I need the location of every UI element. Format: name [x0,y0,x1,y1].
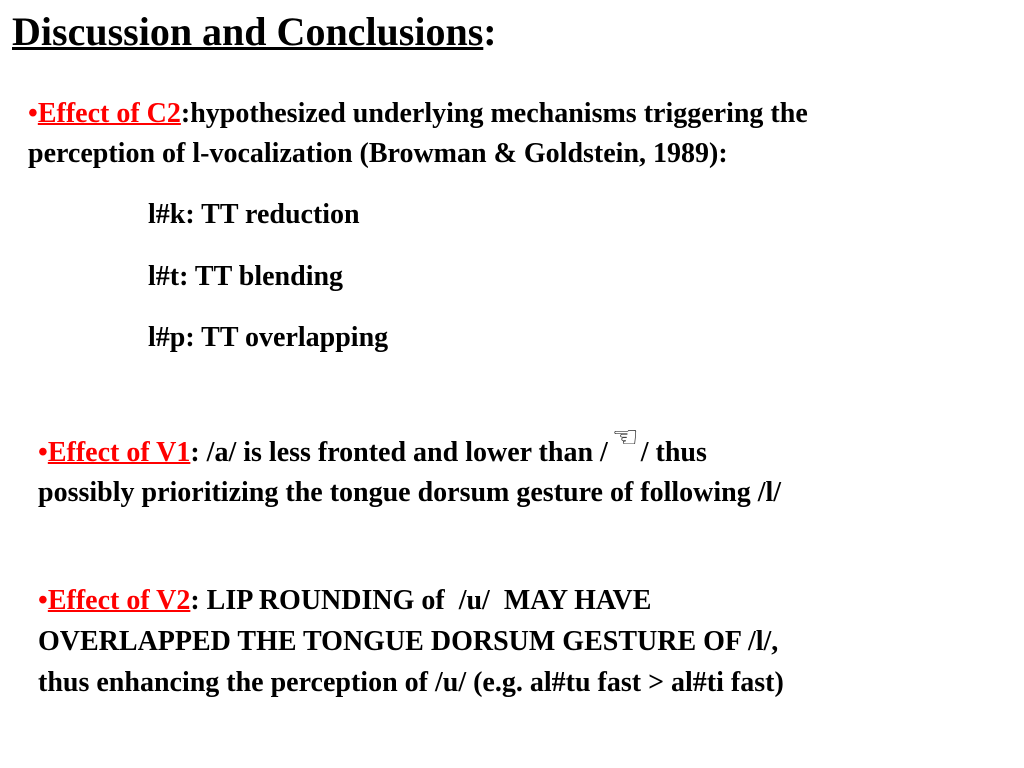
v2-text-line1: : LIP ROUNDING of /u/ MAY HAVE [190,585,652,616]
c2-item-blending: l#t: TT blending [148,261,344,292]
v1-label: Effect of V1 [47,437,191,468]
v2-paragraph [38,580,784,703]
v2-bullet: • [38,585,48,616]
c2-label: Effect of C2 [37,98,181,129]
slide-title [12,8,497,56]
v1-text-a: : /a/ is less fronted and lower than / [190,437,608,468]
v1-bullet: • [38,437,48,468]
v2-text-line2: OVERLAPPED THE TONGUE DORSUM GESTURE OF /l/, [38,626,779,657]
slide-title-text: Discussion and Conclusions [12,9,484,54]
c2-bullet: • [28,98,38,129]
v2-label: Effect of V2 [47,585,191,616]
c2-item-reduction: l#k: TT reduction [148,199,360,230]
c2-text-line1: :hypothesized underlying mechanisms triggering the [180,98,808,129]
c2-item-overlapping: l#p: TT overlapping [148,322,389,353]
c2-paragraph [28,94,808,174]
v2-text-line3: thus enhancing the perception of /u/ (e.g. al#tu fast > al#ti fast) [38,667,784,698]
slide-title-colon: : [483,9,497,54]
c2-text-line2: perception of l-vocalization (Browman & Goldstein, 1989): [28,138,728,169]
v1-text-line2: possibly prioritizing the tongue dorsum gesture of following /l/ [38,477,782,508]
v1-text-b: / thus [640,437,707,468]
v1-paragraph [38,420,782,513]
pointing-hand-icon: ☜ [611,420,639,455]
